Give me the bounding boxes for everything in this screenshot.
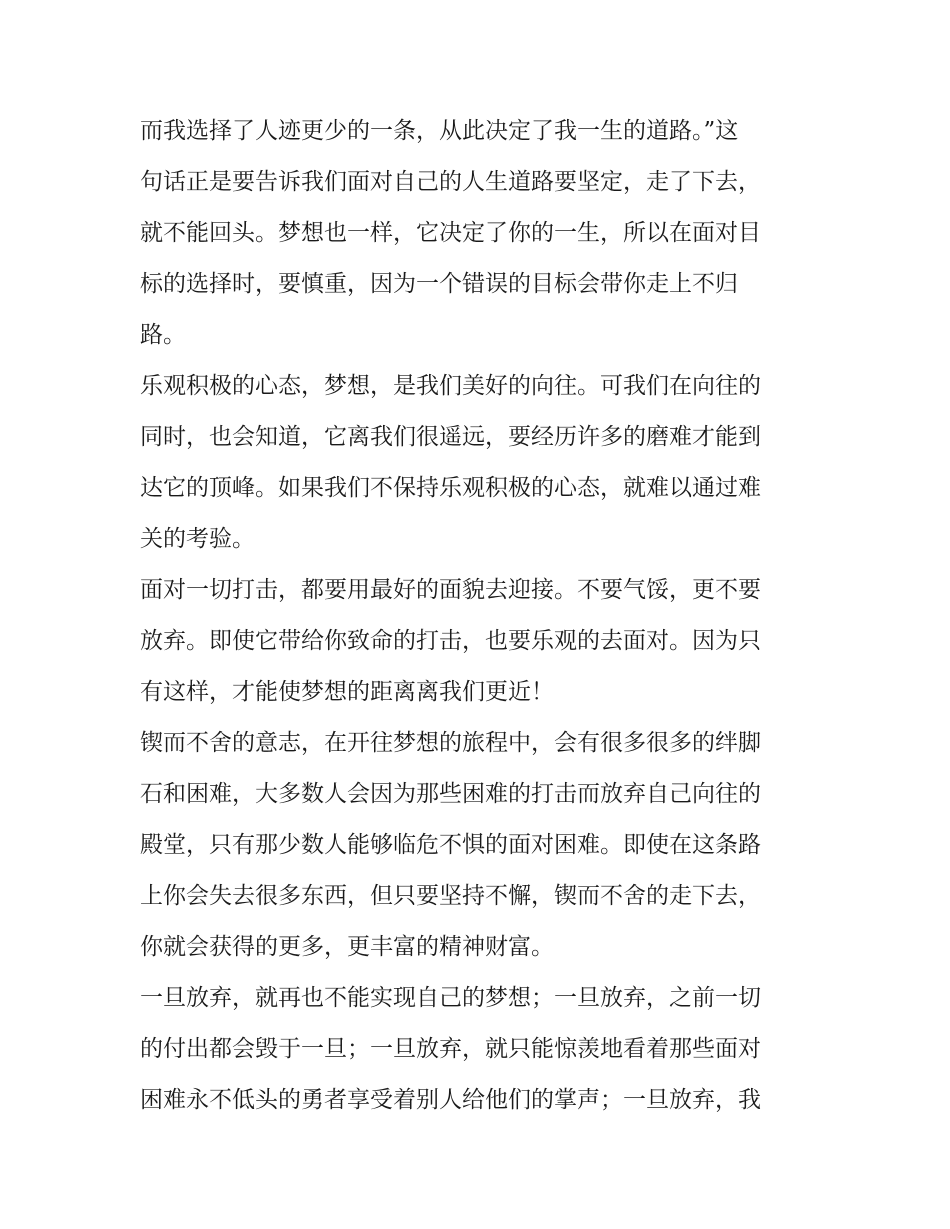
- body-text: [140, 106, 820, 1126]
- text-line: 乐观积极的心态，梦想，是我们美好的向往。可我们在向往的: [140, 373, 761, 399]
- text-line: 就不能回头。梦想也一样，它决定了你的一生，所以在面对目: [140, 220, 761, 246]
- text-line: 石和困难，大多数人会因为那些困难的打击而放弃自己向往的: [140, 781, 761, 807]
- text-line: 句话正是要告诉我们面对自己的人生道路要坚定，走了下去，: [140, 169, 761, 195]
- text-line: 殿堂，只有那少数人能够临危不惧的面对困难。即使在这条路: [140, 832, 761, 858]
- text-line: 关的考验。: [140, 526, 255, 552]
- text-line: 标的选择时，要慎重，因为一个错误的目标会带你走上不归: [140, 271, 738, 297]
- text-line: 的付出都会毁于一旦；一旦放弃，就只能惊羡地看着那些面对: [140, 1036, 761, 1062]
- text-line: 路。: [140, 322, 186, 348]
- text-line: 困难永不低头的勇者享受着别人给他们的掌声；一旦放弃，我: [140, 1087, 761, 1113]
- text-line: 面对一切打击，都要用最好的面貌去迎接。不要气馁，更不要: [140, 577, 761, 603]
- text-line: 有这样，才能使梦想的距离离我们更近！: [140, 679, 554, 705]
- text-line: 放弃。即使它带给你致命的打击，也要乐观的去面对。因为只: [140, 628, 761, 654]
- text-line: 锲而不舍的意志，在开往梦想的旅程中，会有很多很多的绊脚: [140, 730, 761, 756]
- text-line: 你就会获得的更多，更丰富的精神财富。: [140, 934, 554, 960]
- text-line: 达它的顶峰。如果我们不保持乐观积极的心态，就难以通过难: [140, 475, 761, 501]
- text-line: 上你会失去很多东西，但只要坚持不懈，锲而不舍的走下去，: [140, 883, 761, 909]
- text-line: 一旦放弃，就再也不能实现自己的梦想；一旦放弃，之前一切: [140, 985, 761, 1011]
- text-line: 而我选择了人迹更少的一条，从此决定了我一生的道路。”这: [140, 118, 739, 144]
- text-line: 同时，也会知道，它离我们很遥远，要经历许多的磨难才能到: [140, 424, 761, 450]
